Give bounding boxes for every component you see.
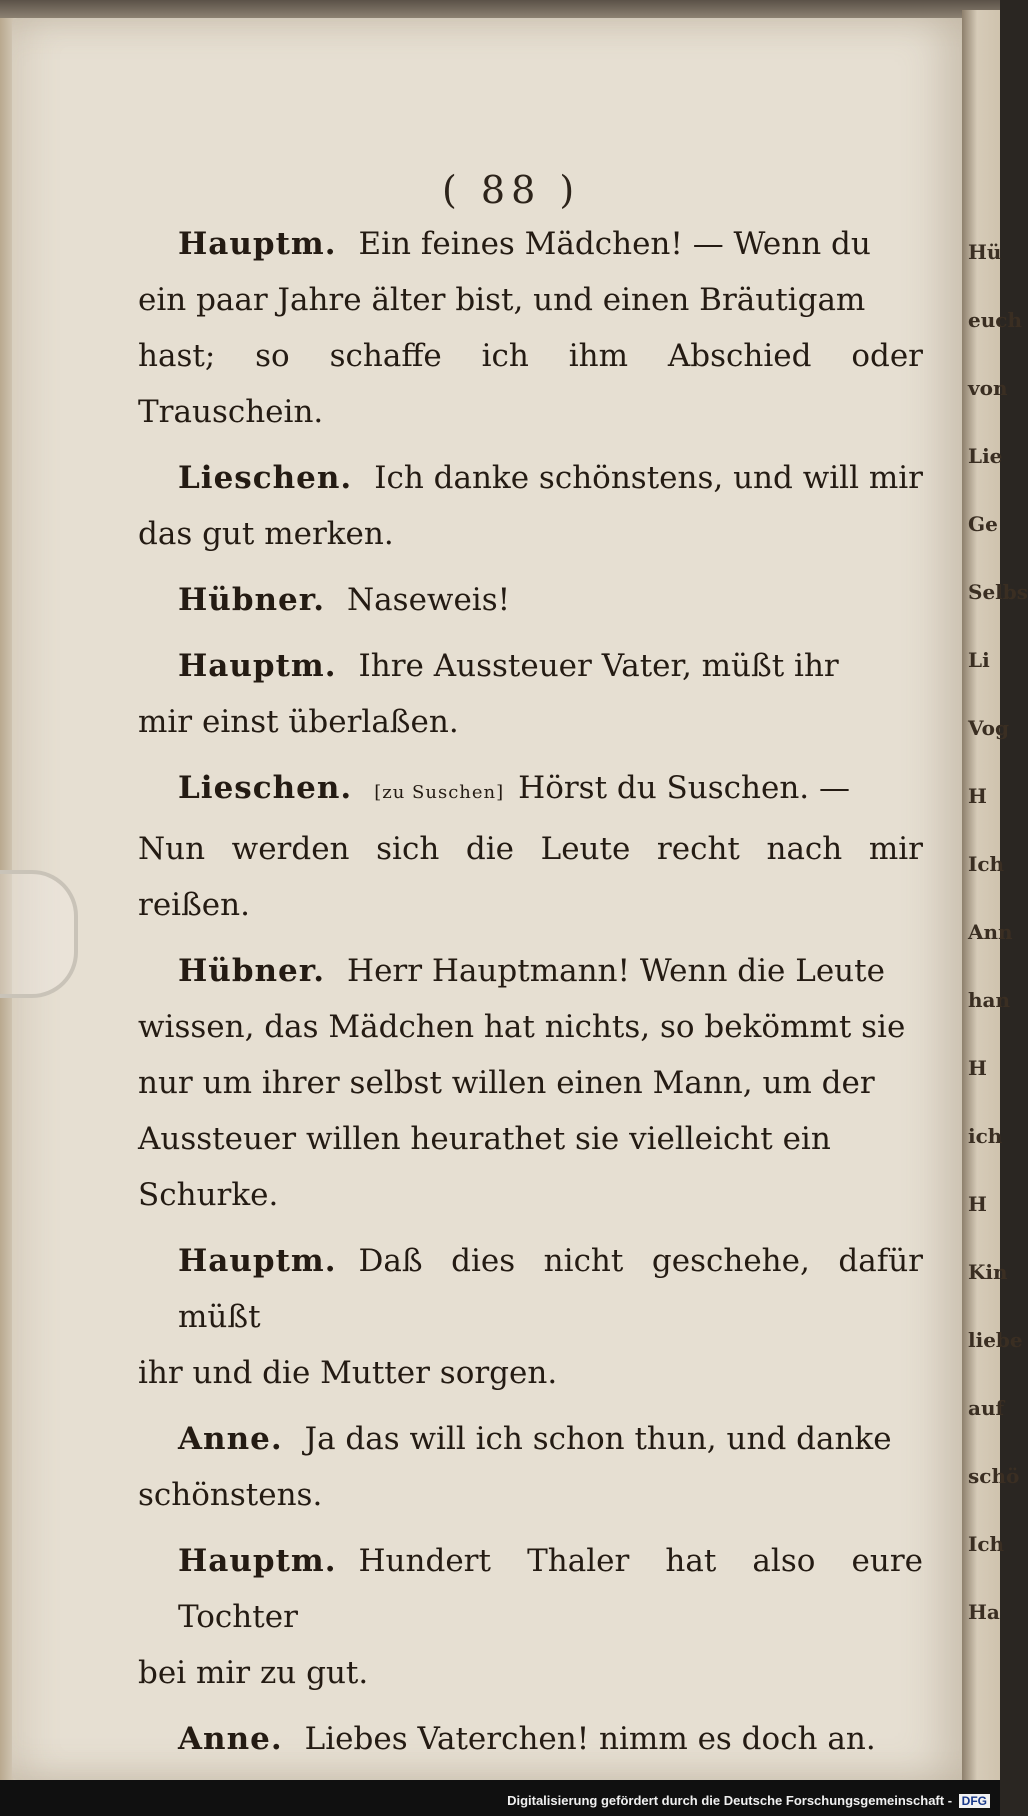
line-text: das gut merken.: [138, 516, 394, 552]
line-text: Schurke.: [138, 1177, 279, 1213]
line-text: Ihre Aussteuer Vater, müßt ihr: [358, 648, 839, 684]
speaker-name: Hübner.: [178, 582, 326, 618]
speech: [138, 943, 923, 1223]
line-text: Naseweis!: [347, 582, 511, 618]
next-page-fragment: Vog: [968, 716, 1010, 740]
speaker-name: Anne.: [178, 1721, 283, 1757]
line-text: wissen, das Mädchen hat nichts, so bekömmt sie: [138, 1009, 906, 1045]
next-page-fragment: Lie: [968, 444, 1003, 468]
line-text: Hörst du Suschen. —: [518, 770, 851, 806]
text-line: [138, 506, 923, 562]
line-text: bei mir zu gut.: [138, 1655, 369, 1691]
line-text: Herr Hauptmann! Wenn die Leute: [347, 953, 885, 989]
speech: [138, 216, 923, 440]
next-page-fragment: han: [968, 988, 1011, 1012]
line-text: Ja das will ich schon thun, und danke: [304, 1421, 892, 1457]
text-line: [138, 450, 923, 506]
line-text: nur um ihrer selbst willen einen Mann, um der: [138, 1065, 875, 1101]
speaker-name: Lieschen.: [178, 460, 353, 496]
speaker-name: Hübner.: [178, 953, 326, 989]
line-text: Daß dies nicht geschehe, dafür müßt: [178, 1243, 923, 1335]
text-line: [138, 760, 923, 821]
page-body-text: [138, 216, 923, 1777]
next-page-fragment: Selbs: [968, 580, 1028, 604]
line-text: mir einst überlaßen.: [138, 704, 459, 740]
next-page-fragment: von: [968, 376, 1008, 400]
next-page-fragment: H: [968, 1056, 987, 1080]
text-line: [138, 1167, 923, 1223]
line-text: ein paar Jahre älter bist, und einen Bräutigam: [138, 282, 866, 318]
next-page-edge: [962, 10, 1028, 1790]
next-page-fragment: ich: [968, 1124, 1003, 1148]
text-line: [138, 694, 923, 750]
next-page-fragment: liebe: [968, 1328, 1023, 1352]
stage-direction: [zu Suschen]: [374, 782, 505, 803]
next-page-fragment: Ich: [968, 852, 1005, 876]
next-page-fragment: Hü: [968, 240, 1002, 264]
text-line: [138, 821, 923, 933]
line-text: Hundert Thaler hat also eure Tochter: [178, 1543, 923, 1635]
text-line: [138, 1055, 923, 1111]
footer-bar: [0, 1780, 1000, 1816]
line-text: Ein feines Mädchen! — Wenn du: [358, 226, 871, 262]
text-line: [138, 999, 923, 1055]
speech: [138, 638, 923, 750]
credit-text: Digitalisierung gefördert durch die Deutsche Forschungsgemeinschaft -: [507, 1793, 953, 1808]
speech: [138, 760, 923, 933]
page-clip: [0, 870, 78, 998]
next-page-fragment: euch: [968, 308, 1022, 332]
speech: [138, 572, 923, 628]
line-text: schönstens.: [138, 1477, 323, 1513]
line-text: Ich danke schönstens, und will mir: [374, 460, 923, 496]
text-line: [138, 1233, 923, 1345]
next-page-fragment: Ge: [968, 512, 998, 536]
speech: [138, 1233, 923, 1401]
speech: [138, 1533, 923, 1701]
text-line: [138, 272, 923, 328]
text-line: [138, 1711, 923, 1767]
text-line: [138, 328, 923, 440]
book-spine-top: [0, 0, 1000, 18]
speaker-name: Lieschen.: [178, 770, 353, 806]
speaker-name: Hauptm.: [178, 1543, 337, 1579]
text-line: [138, 572, 923, 628]
next-page-fragment: auf: [968, 1396, 1005, 1420]
speaker-name: Hauptm.: [178, 648, 337, 684]
text-line: [138, 943, 923, 999]
speaker-name: Hauptm.: [178, 226, 337, 262]
line-text: Liebes Vaterchen! nimm es doch an.: [304, 1721, 876, 1757]
digitization-credit: [507, 1793, 990, 1808]
speech: [138, 450, 923, 562]
text-line: [138, 216, 923, 272]
speech: [138, 1411, 923, 1523]
next-page-fragment: Kin: [968, 1260, 1008, 1284]
text-line: [138, 1411, 923, 1467]
text-line: [138, 1111, 923, 1167]
next-page-fragment: H: [968, 784, 987, 808]
dfg-logo: DFG: [959, 1794, 990, 1808]
line-text: hast; so schaffe ich ihm Abschied oder Trauschein.: [138, 338, 923, 430]
speech: [138, 1711, 923, 1767]
text-line: [138, 1467, 923, 1523]
text-line: [138, 1645, 923, 1701]
page-number: ( 88 ): [442, 168, 581, 212]
next-page-fragment: Li: [968, 648, 990, 672]
next-page-fragment: H: [968, 1192, 987, 1216]
line-text: ihr und die Mutter sorgen.: [138, 1355, 558, 1391]
next-page-fragment: Ich: [968, 1532, 1005, 1556]
text-line: [138, 638, 923, 694]
text-line: [138, 1345, 923, 1401]
next-page-fragment: Ann: [968, 920, 1013, 944]
next-page-fragment: Ha: [968, 1600, 1000, 1624]
speaker-name: Anne.: [178, 1421, 283, 1457]
speaker-name: Hauptm.: [178, 1243, 337, 1279]
text-line: [138, 1533, 923, 1645]
next-page-fragment: schö: [968, 1464, 1020, 1488]
line-text: Aussteuer willen heurathet sie vielleicht ein: [138, 1121, 831, 1157]
line-text: Nun werden sich die Leute recht nach mir reißen.: [138, 831, 923, 923]
